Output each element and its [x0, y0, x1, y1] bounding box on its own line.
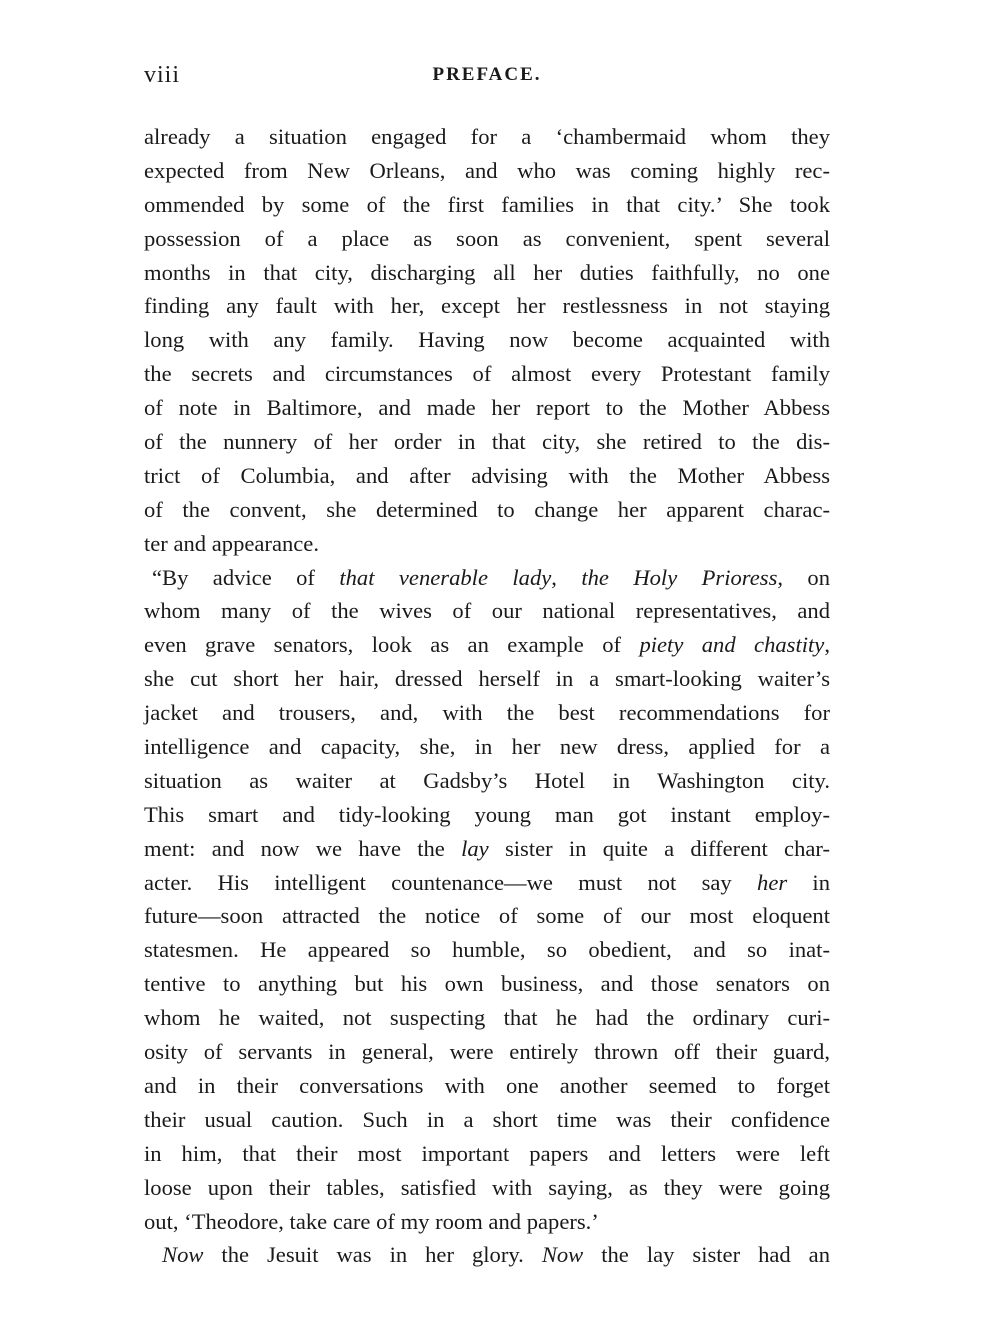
text-line: in him, that their most important papers and letters were left [144, 1140, 830, 1166]
text-line: even grave senators, look as an example of piety and chastity, [144, 632, 830, 658]
text-line: ter and appearance. [144, 530, 319, 556]
body-text [144, 120, 830, 1272]
text-line: situation as waiter at Gadsby’s Hotel in Washington city. [144, 767, 830, 793]
text-line: future—soon attracted the notice of some of our most eloquent [144, 903, 830, 929]
text-line: Now the Jesuit was in her glory. Now the lay sister had an [162, 1242, 830, 1268]
text-line: months in that city, discharging all her duties faithfully, no one [144, 259, 830, 285]
text-line: of note in Baltimore, and made her report to the Mother Abbess [144, 395, 830, 421]
text-line: finding any fault with her, except her restlessness in not staying [144, 293, 830, 319]
text-line: possession of a place as soon as convenient, spent several [144, 225, 830, 251]
text-line: and in their conversations with one another seemed to forget [144, 1072, 830, 1098]
text-line: already a situation engaged for a ‘chambermaid whom they [144, 124, 830, 149]
text-line: expected from New Orleans, and who was coming highly rec- [144, 157, 830, 183]
text-line: of the nunnery of her order in that city, she retired to the dis- [144, 429, 830, 455]
text-line: This smart and tidy-looking young man got instant employ- [144, 801, 830, 827]
text-line: loose upon their tables, satisfied with saying, as they were going [144, 1174, 830, 1200]
text-line: trict of Columbia, and after advising with the Mother Abbess [144, 462, 830, 488]
page-header [144, 62, 830, 92]
text-line: out, ‘Theodore, take care of my room and papers.’ [144, 1208, 599, 1234]
text-line: tentive to anything but his own business, and those senators on [144, 971, 830, 997]
text-line: acter. His intelligent countenance—we must not say her in [144, 869, 830, 895]
running-head: PREFACE. [432, 64, 542, 85]
text-line: the secrets and circumstances of almost every Protestant family [144, 361, 830, 387]
text-line: their usual caution. Such in a short time was their confidence [144, 1106, 830, 1132]
text-line: statesmen. He appeared so humble, so obedient, and so inat- [144, 937, 830, 963]
text-line: she cut short her hair, dressed herself in a smart-looking waiter’s [144, 666, 830, 692]
page-number: viii [144, 62, 181, 88]
text-line: jacket and trousers, and, with the best recommendations for [144, 700, 830, 726]
text-line: ment: and now we have the lay sister in quite a different char- [144, 835, 830, 861]
text-line: long with any family. Having now become acquainted with [144, 327, 830, 353]
text-line: of the convent, she determined to change her apparent charac- [144, 496, 830, 522]
text-line: whom many of the wives of our national representatives, and [144, 598, 830, 624]
text-line: osity of servants in general, were entirely thrown off their guard, [144, 1039, 830, 1065]
text-line: “By advice of that venerable lady, the Holy Prioress, on [152, 564, 831, 590]
text-line: ommended by some of the first families in that city.’ She took [144, 191, 830, 217]
text-line: whom he waited, not suspecting that he had the ordinary curi- [144, 1005, 830, 1031]
text-line: intelligence and capacity, she, in her new dress, applied for a [144, 734, 830, 760]
